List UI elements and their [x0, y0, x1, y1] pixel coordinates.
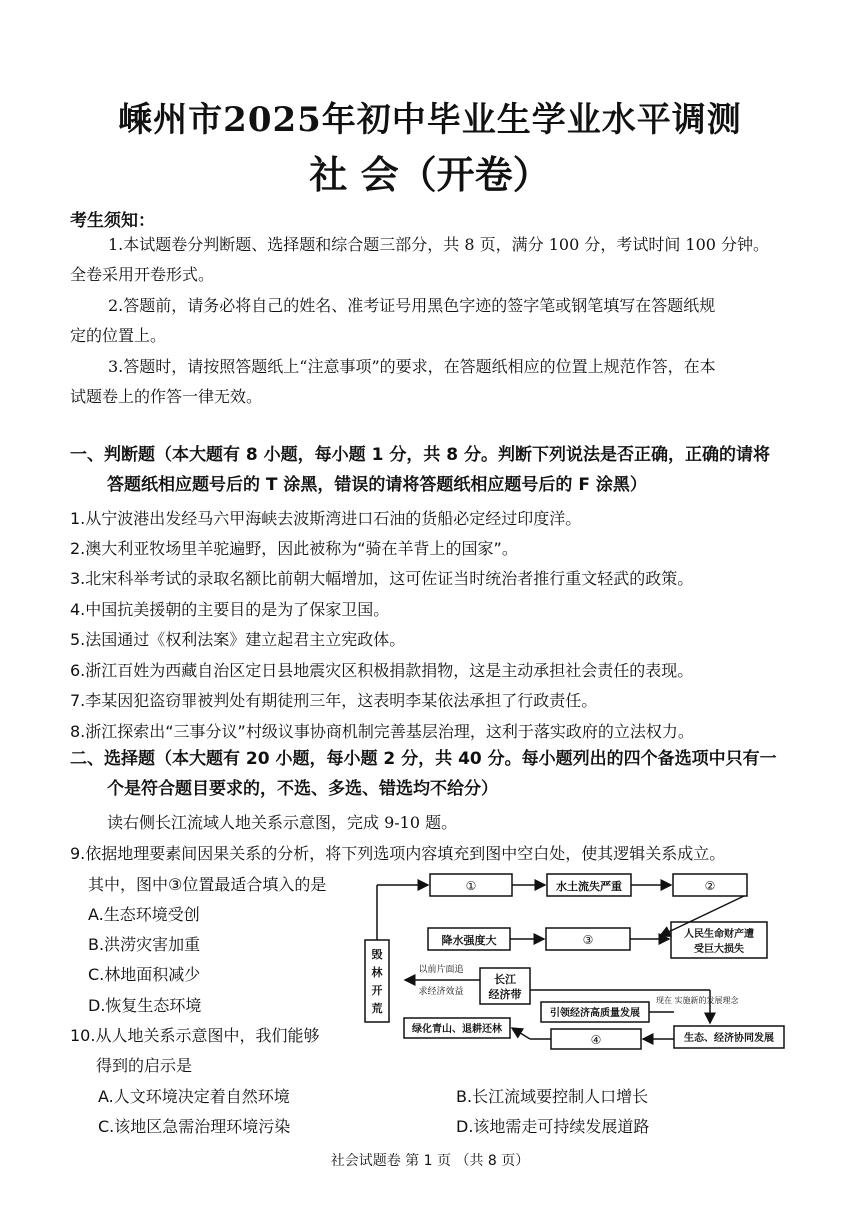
page-footer: 社会试题卷 第 1 页 （共 8 页） — [330, 1153, 530, 1169]
notice-item-2 — [70, 291, 790, 351]
section-2-line-2: 个是符合题目要求的，不选、多选、错选均不给分） — [107, 779, 498, 799]
section-2-heading — [70, 744, 790, 804]
question-2: 2.澳大利亚牧场里羊驼遍野，因此被称为“骑在羊背上的国家”。 — [70, 539, 518, 558]
diagram-text-deforest-2: 林 — [371, 966, 383, 979]
diagram-text-rain: 降水强度大 — [441, 934, 497, 947]
notice-heading: 考生须知： — [70, 211, 155, 231]
diagram-text-green: 绿化青山、退耕还林 — [412, 1024, 502, 1035]
diagram-text-2: ② — [704, 879, 716, 893]
section-1-line-1: 一、判断题（本大题有 8 小题，每小题 1 分，共 8 分。判断下列说法是否正确，正确的请将 — [70, 445, 770, 465]
notice-item-3 — [70, 352, 790, 412]
q10-option-c: C.该地区急需治理环境污染 — [98, 1117, 291, 1136]
question-9-stem-2: 其中，图中③位置最适合填入的是 — [88, 875, 327, 894]
notice-line-4: 定的位置上。 — [70, 326, 167, 345]
notice-item-1 — [70, 230, 790, 290]
section-2-line-1: 二、选择题（本大题有 20 小题，每小题 2 分，共 40 分。每小题列出的四个备选项中只有一 — [70, 749, 777, 769]
diagram-text-deforest-3: 开 — [371, 984, 383, 997]
question-6: 6.浙江百姓为西藏自治区定日县地震灾区积极捐款捐物，这是主动承担社会责任的表现。 — [70, 661, 694, 680]
question-7: 7.李某因犯盗窃罪被判处有期徒刑三年，这表明李某依法承担了行政责任。 — [70, 691, 598, 710]
notice-line-2: 全卷采用开卷形式。 — [70, 265, 215, 284]
q10-option-d: D.该地需走可持续发展道路 — [456, 1117, 650, 1136]
diagram-text-loss-2: 受巨大损失 — [694, 944, 744, 955]
section-1-line-2: 答题纸相应题号后的 T 涂黑，错误的请将答题纸相应题号后的 F 涂黑） — [107, 475, 647, 495]
q10-option-b: B.长江流域要控制人口增长 — [456, 1087, 649, 1106]
section-2-intro: 读右侧长江流域人地关系示意图，完成 9-10 题。 — [107, 813, 458, 832]
exam-title: 嵊州市2025年初中毕业生学业水平调测 — [118, 100, 742, 140]
question-1: 1.从宁波港出发经马六甲海峡去波斯湾进口石油的货船必定经过印度洋。 — [70, 509, 582, 528]
notice-line-3: 2.答题前，请务必将自己的姓名、准考证号用黑色字迹的签字笔或钢笔填写在答题纸规 — [108, 296, 716, 315]
diagram-text-belt-2: 经济带 — [488, 988, 522, 1001]
diagram-text-1: ① — [465, 879, 477, 893]
subject-title: 社 会（开卷） — [309, 153, 551, 197]
question-4: 4.中国抗美援朝的主要目的是为了保家卫国。 — [70, 600, 390, 619]
notice-line-5: 3.答题时，请按照答题纸上“注意事项”的要求，在答题纸相应的位置上规范作答，在本 — [108, 357, 716, 376]
q9-option-a: A.生态环境受创 — [88, 905, 200, 924]
notice-line-6: 试题卷上的作答一律无效。 — [70, 387, 263, 406]
diagram-text-3: ③ — [582, 933, 594, 947]
q9-option-b: B.洪涝灾害加重 — [88, 935, 201, 954]
notice-line-1: 1.本试题卷分判断题、选择题和综合题三部分，共 8 页，满分 100 分，考试时间 100 分钟。 — [108, 235, 770, 254]
diagram-label-now: 现在 实施新的发展理念 — [656, 996, 739, 1005]
question-9-stem: 9.依据地理要素间因果关系的分析，将下列选项内容填充到图中空白处，使其逻辑关系成立。 — [70, 844, 726, 863]
question-3: 3.北宋科举考试的录取名额比前朝大幅增加，这可佐证当时统治者推行重文轻武的政策。 — [70, 569, 694, 588]
diagram-text-deforest-1: 毁 — [371, 948, 383, 961]
diagram-text-loss-1: 人民生命财产遭 — [684, 929, 754, 940]
human-land-relationship-diagram — [360, 868, 790, 1058]
question-5: 5.法国通过《权利法案》建立起君主立宪政体。 — [70, 630, 406, 649]
q9-option-c: C.林地面积减少 — [88, 965, 201, 984]
q10-option-a: A.人文环境决定着自然环境 — [98, 1087, 290, 1106]
diagram-text-soil: 水土流失严重 — [556, 880, 622, 893]
question-8: 8.浙江探索出“三事分议”村级议事协商机制完善基层治理，这利于落实政府的立法权力。 — [70, 722, 694, 741]
diagram-label-before-2: 求经济效益 — [418, 987, 464, 997]
question-10-stem: 10.从人地关系示意图中，我们能够 — [70, 1026, 320, 1045]
diagram-label-before-1: 以前片面追 — [418, 965, 464, 975]
diagram-text-lead: 引领经济高质量发展 — [550, 1008, 640, 1019]
diagram-text-belt-1: 长江 — [494, 973, 516, 986]
section-1-heading — [70, 440, 790, 500]
q9-option-d: D.恢复生态环境 — [88, 996, 202, 1015]
diagram-text-4: ④ — [590, 1033, 602, 1047]
diagram-text-deforest-4: 荒 — [371, 1002, 383, 1015]
question-10-stem-2: 得到的启示是 — [96, 1056, 193, 1075]
diagram-text-coord: 生态、经济协同发展 — [684, 1033, 774, 1044]
